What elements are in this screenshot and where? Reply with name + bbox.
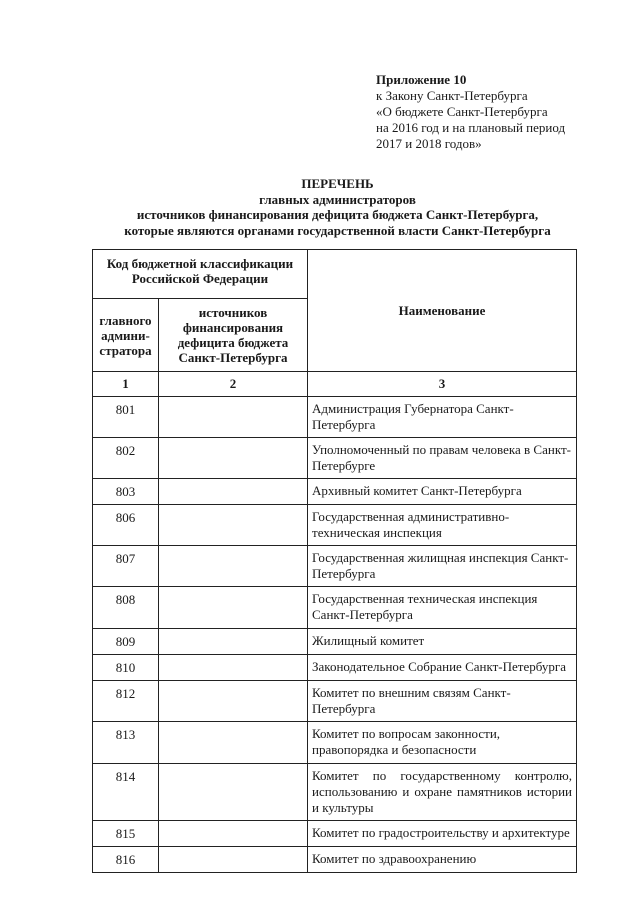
row-source-code bbox=[159, 505, 308, 546]
row-name: Архивный комитет Санкт-Петербурга bbox=[308, 479, 577, 505]
header-name: Наименование bbox=[308, 250, 577, 372]
row-name: Комитет по внешним связям Санкт-Петербурга bbox=[308, 681, 577, 722]
table-row bbox=[93, 722, 577, 764]
row-code: 812 bbox=[93, 681, 159, 722]
title-line: главных администраторов bbox=[259, 191, 416, 207]
table-row bbox=[93, 681, 577, 722]
column-number: 2 bbox=[159, 372, 308, 397]
row-code: 803 bbox=[93, 479, 159, 505]
row-name: Комитет по градостроительству и архитектуре bbox=[308, 821, 577, 847]
row-source-code bbox=[159, 681, 308, 722]
header-budget-classification: Код бюджетной классификации Российской Федерации bbox=[93, 250, 308, 299]
row-name: Государственная техническая инспекция Санкт-Петербурга bbox=[308, 587, 577, 629]
table-row bbox=[93, 764, 577, 821]
appendix-line: 2017 и 2018 годов» bbox=[376, 136, 482, 151]
row-code: 813 bbox=[93, 722, 159, 764]
table-row bbox=[93, 629, 577, 655]
row-source-code bbox=[159, 821, 308, 847]
table-row bbox=[93, 546, 577, 587]
table-row bbox=[93, 655, 577, 681]
appendix-line: к Закону Санкт-Петербурга bbox=[376, 88, 528, 103]
row-code: 816 bbox=[93, 847, 159, 873]
row-code: 802 bbox=[93, 438, 159, 479]
row-source-code bbox=[159, 397, 308, 438]
column-number: 3 bbox=[308, 372, 577, 397]
row-name: Государственная жилищная инспекция Санкт-Петербурга bbox=[308, 546, 577, 587]
appendix-line: на 2016 год и на плановый период bbox=[376, 120, 566, 135]
row-source-code bbox=[159, 438, 308, 479]
row-source-code bbox=[159, 764, 308, 821]
row-name: Комитет по вопросам законности, правопорядка и безопасности bbox=[308, 722, 577, 764]
row-name: Комитет по государственному контролю, использованию и охране памятников истории и культуры bbox=[308, 764, 577, 821]
row-source-code bbox=[159, 629, 308, 655]
row-name: Жилищный комитет bbox=[308, 629, 577, 655]
row-source-code bbox=[159, 587, 308, 629]
row-source-code bbox=[159, 479, 308, 505]
header-financing-sources: источников финансирования дефицита бюджета Санкт-Петербурга bbox=[159, 299, 308, 372]
table-row bbox=[93, 479, 577, 505]
document-title bbox=[90, 176, 585, 238]
row-source-code bbox=[159, 655, 308, 681]
row-code: 806 bbox=[93, 505, 159, 546]
title-line: которые являются органами государственной власти Санкт-Петербурга bbox=[124, 222, 551, 238]
row-name: Уполномоченный по правам человека в Санкт-Петербурге bbox=[308, 438, 577, 479]
row-name: Законодательное Собрание Санкт-Петербурга bbox=[308, 655, 577, 681]
row-source-code bbox=[159, 546, 308, 587]
table-row bbox=[93, 821, 577, 847]
table-row bbox=[93, 505, 577, 546]
table-row bbox=[93, 587, 577, 629]
row-source-code bbox=[159, 847, 308, 873]
row-code: 809 bbox=[93, 629, 159, 655]
row-code: 808 bbox=[93, 587, 159, 629]
row-code: 801 bbox=[93, 397, 159, 438]
row-code: 815 bbox=[93, 821, 159, 847]
appendix-line: «О бюджете Санкт-Петербурга bbox=[376, 104, 548, 119]
title-line: источников финансирования дефицита бюджета Санкт-Петербурга, bbox=[136, 207, 539, 222]
column-number: 1 bbox=[93, 372, 159, 397]
table-row bbox=[93, 438, 577, 479]
row-name: Администрация Губернатора Санкт-Петербурга bbox=[308, 397, 577, 438]
row-code: 814 bbox=[93, 764, 159, 821]
row-code: 807 bbox=[93, 546, 159, 587]
table-row bbox=[93, 397, 577, 438]
appendix-block bbox=[376, 72, 565, 152]
appendix-number: Приложение 10 bbox=[376, 72, 467, 87]
header-main-administrator: главного админи-стратора bbox=[93, 299, 159, 372]
title-line: ПЕРЕЧЕНЬ bbox=[301, 176, 374, 191]
row-name: Государственная административно-техническая инспекция bbox=[308, 505, 577, 546]
row-code: 810 bbox=[93, 655, 159, 681]
row-source-code bbox=[159, 722, 308, 764]
administrators-table bbox=[92, 249, 577, 873]
row-name: Комитет по здравоохранению bbox=[308, 847, 577, 873]
table-row bbox=[93, 847, 577, 873]
